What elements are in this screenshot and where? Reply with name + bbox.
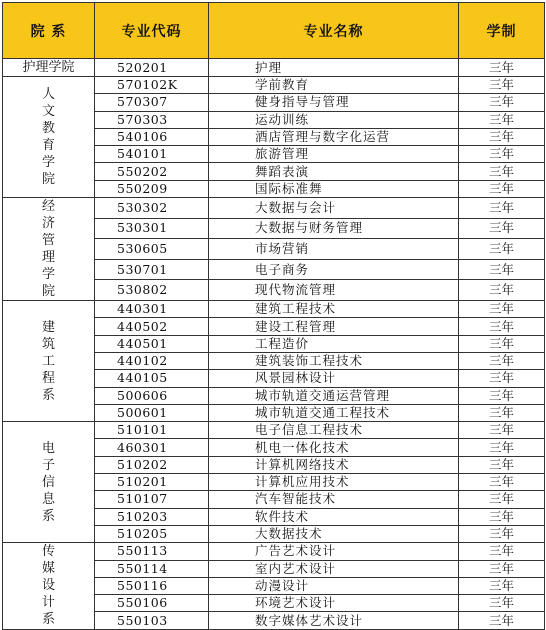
duration: 三年 (459, 280, 545, 301)
header-code: 专业代码 (95, 3, 209, 59)
duration: 三年 (459, 595, 545, 612)
major-name: 软件技术 (209, 508, 459, 525)
table-row (3, 422, 545, 439)
major-name: 室内艺术设计 (209, 560, 459, 577)
major-name: 大数据与财务管理 (209, 218, 459, 239)
duration: 三年 (459, 577, 545, 594)
major-code: 530701 (95, 259, 209, 280)
majors-table (2, 2, 545, 630)
duration: 三年 (459, 128, 545, 145)
table-row (3, 198, 545, 219)
major-name: 酒店管理与数字化运营 (209, 128, 459, 145)
major-code: 510107 (95, 491, 209, 508)
duration: 三年 (459, 111, 545, 128)
major-name: 建筑工程技术 (209, 301, 459, 318)
major-code: 530802 (95, 280, 209, 301)
major-code: 550103 (95, 612, 209, 629)
college-cell (3, 77, 95, 198)
table-body (3, 59, 545, 630)
college-name: 电子信息系 (41, 440, 55, 524)
duration: 三年 (459, 439, 545, 456)
duration: 三年 (459, 59, 545, 77)
header-name: 专业名称 (209, 3, 459, 59)
major-name: 健身指导与管理 (209, 94, 459, 111)
major-name: 计算机应用技术 (209, 474, 459, 491)
major-name: 国际标准舞 (209, 180, 459, 197)
duration: 三年 (459, 491, 545, 508)
table-row (3, 59, 545, 77)
major-code: 520201 (95, 59, 209, 77)
major-name: 城市轨道交通运营管理 (209, 387, 459, 404)
duration: 三年 (459, 456, 545, 473)
major-name: 市场营销 (209, 239, 459, 260)
duration: 三年 (459, 146, 545, 163)
major-code: 500606 (95, 387, 209, 404)
major-code: 550106 (95, 595, 209, 612)
major-name: 机电一体化技术 (209, 439, 459, 456)
duration: 三年 (459, 474, 545, 491)
duration: 三年 (459, 525, 545, 542)
major-code: 440502 (95, 318, 209, 335)
major-code: 440105 (95, 370, 209, 387)
college-cell (3, 198, 95, 301)
major-code: 440301 (95, 301, 209, 318)
major-name: 大数据技术 (209, 525, 459, 542)
major-name: 电子信息工程技术 (209, 422, 459, 439)
major-code: 460301 (95, 439, 209, 456)
table-header-row (3, 3, 545, 59)
major-name: 环境艺术设计 (209, 595, 459, 612)
major-name: 护理 (209, 59, 459, 77)
college-cell (3, 301, 95, 422)
duration: 三年 (459, 422, 545, 439)
major-name: 汽车智能技术 (209, 491, 459, 508)
major-code: 440501 (95, 335, 209, 352)
college-cell (3, 59, 95, 77)
college-name: 建筑工程系 (41, 319, 55, 403)
major-code: 570307 (95, 94, 209, 111)
college-cell (3, 422, 95, 543)
major-code: 500601 (95, 404, 209, 421)
major-code: 550209 (95, 180, 209, 197)
major-name: 舞蹈表演 (209, 163, 459, 180)
college-name: 人文教育学院 (41, 87, 55, 188)
duration: 三年 (459, 301, 545, 318)
major-name: 运动训练 (209, 111, 459, 128)
major-name: 学前教育 (209, 77, 459, 94)
college-name: 传媒设计系 (41, 544, 55, 628)
duration: 三年 (459, 259, 545, 280)
duration: 三年 (459, 404, 545, 421)
major-code: 550116 (95, 577, 209, 594)
header-duration: 学制 (459, 3, 545, 59)
major-code: 530302 (95, 198, 209, 219)
major-code: 510101 (95, 422, 209, 439)
duration: 三年 (459, 335, 545, 352)
major-code: 530605 (95, 239, 209, 260)
major-code: 440102 (95, 352, 209, 369)
duration: 三年 (459, 387, 545, 404)
duration: 三年 (459, 318, 545, 335)
major-code: 540106 (95, 128, 209, 145)
major-name: 工程造价 (209, 335, 459, 352)
major-name: 计算机网络技术 (209, 456, 459, 473)
table-row (3, 543, 545, 560)
header-college: 院 系 (3, 3, 95, 59)
major-code: 540101 (95, 146, 209, 163)
college-name: 护理学院 (22, 60, 75, 75)
major-name: 旅游管理 (209, 146, 459, 163)
major-name: 城市轨道交通工程技术 (209, 404, 459, 421)
major-name: 建筑装饰工程技术 (209, 352, 459, 369)
major-code: 570102K (95, 77, 209, 94)
duration: 三年 (459, 352, 545, 369)
major-code: 510201 (95, 474, 209, 491)
table-row (3, 77, 545, 94)
table-row (3, 301, 545, 318)
duration: 三年 (459, 180, 545, 197)
major-name: 大数据与会计 (209, 198, 459, 219)
duration: 三年 (459, 239, 545, 260)
duration: 三年 (459, 612, 545, 629)
duration: 三年 (459, 508, 545, 525)
duration: 三年 (459, 370, 545, 387)
duration: 三年 (459, 77, 545, 94)
duration: 三年 (459, 560, 545, 577)
major-code: 570303 (95, 111, 209, 128)
duration: 三年 (459, 94, 545, 111)
major-name: 风景园林设计 (209, 370, 459, 387)
major-name: 电子商务 (209, 259, 459, 280)
duration: 三年 (459, 218, 545, 239)
duration: 三年 (459, 543, 545, 560)
college-cell (3, 543, 95, 629)
major-name: 动漫设计 (209, 577, 459, 594)
major-name: 现代物流管理 (209, 280, 459, 301)
duration: 三年 (459, 163, 545, 180)
major-name: 广告艺术设计 (209, 543, 459, 560)
major-name: 建设工程管理 (209, 318, 459, 335)
major-code: 530301 (95, 218, 209, 239)
major-code: 510202 (95, 456, 209, 473)
major-code: 550202 (95, 163, 209, 180)
major-code: 550113 (95, 543, 209, 560)
college-name: 经济管理学院 (41, 199, 55, 300)
duration: 三年 (459, 198, 545, 219)
major-code: 510205 (95, 525, 209, 542)
major-name: 数字媒体艺术设计 (209, 612, 459, 629)
major-code: 550114 (95, 560, 209, 577)
major-code: 510203 (95, 508, 209, 525)
